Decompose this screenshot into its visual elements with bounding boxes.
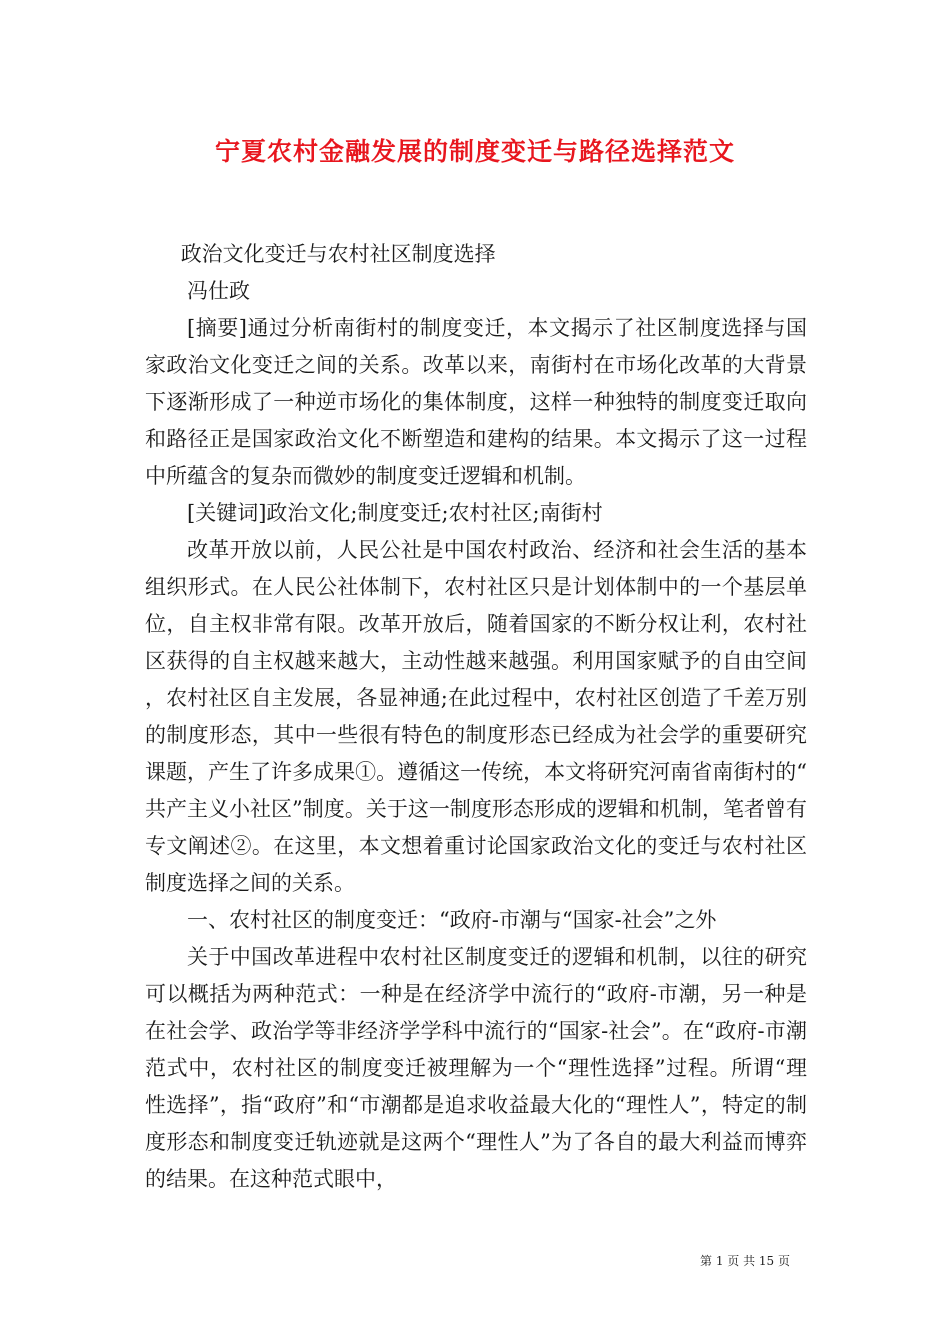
page-footer: 第 1 页 共 15 页 (700, 1254, 790, 1268)
body-paragraph: 改革开放以前，人民公社是中国农村政治、经济和社会生活的基本组织形式。在人民公社体制下，农村社区只是计划体制中的一个基层单位，自主权非常有限。改革开放后，随着国家的不断分权让利，农村社区获得的自主权越来越大，主动性越来越强。利用国家赋予的自由空间，农村社区自主发展，各显神通;在此过程中，农村社区创造了千差万别的制度形态，其中一些很有特色的制度形态已经成为社会学的重要研究课题，产生了许多成果①。遵循这一传统，本文将研究河南省南街村的“共产主义小社区”制度。关于这一制度形态形成的逻辑和机制，笔者曾有专文阐述②。在这里，本文想着重讨论国家政治文化的变迁与农村社区制度选择之间的关系。 (145, 538, 807, 895)
body-paragraph: 关于中国改革进程中农村社区制度变迁的逻辑和机制，以往的研究可以概括为两种范式：一种是在经济学中流行的“政府-市潮，另一种是在社会学、政治学等非经济学学科中流行的“国家-社会”。在“政府-市潮范式中，农村社区的制度变迁被理解为一个“理性选择”过程。所谓“理性选择”，指“政府”和“市潮都是追求收益最大化的“理性人”，特定的制度形态和制度变迁轨迹就是这两个“理性人”为了各自的最大利益而博弈的结果。在这种范式眼中， (145, 945, 807, 1191)
document-title: 宁夏农村金融发展的制度变迁与路径选择范文 (214, 137, 735, 166)
keywords-paragraph: [关键词]政治文化;制度变迁;农村社区;南街村 (187, 501, 603, 525)
section-heading: 一、农村社区的制度变迁：“政府-市潮与“国家-社会”之外 (187, 908, 717, 932)
document-body (145, 236, 807, 1198)
abstract-paragraph: [摘要]通过分析南街村的制度变迁，本文揭示了社区制度选择与国家政治文化变迁之间的关系。改革以来，南街村在市场化改革的大背景下逐渐形成了一种逆市场化的集体制度，这样一种独特的制度变迁取向和路径正是国家政治文化不断塑造和建构的结果。本文揭示了这一过程中所蕴含的复杂而微妙的制度变迁逻辑和机制。 (145, 316, 807, 488)
article-subtitle: 政治文化变迁与农村社区制度选择 (180, 242, 496, 266)
author-name: 冯仕政 (187, 279, 250, 303)
